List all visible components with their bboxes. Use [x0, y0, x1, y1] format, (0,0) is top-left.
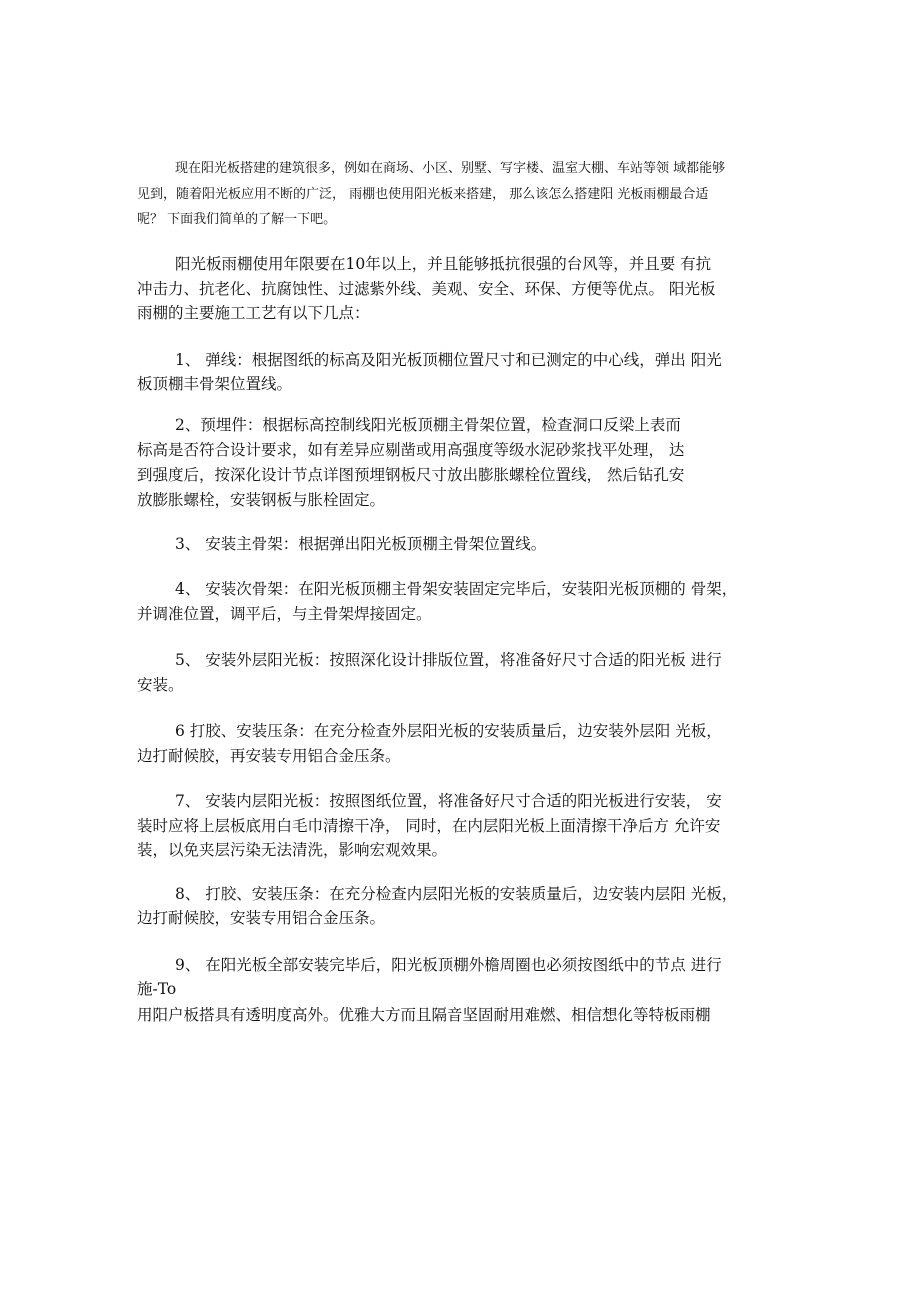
step-9-line-2: 施-To	[137, 980, 177, 998]
step-8-line-2: 边打耐候胶，安装专用铝合金压条。	[137, 909, 386, 927]
step-2-line-1: 2、预埋件：根据标高控制线阳光板顶棚主骨架位置，检查洞口反梁上表而	[175, 416, 681, 434]
intro-line-1: 现在阳光板搭建的建筑很多，例如在商场、小区、别墅、写字楼、温室大棚、车站等领 域都能够	[175, 161, 726, 176]
step-1-line-2: 板顶棚丰骨架位置线。	[137, 375, 293, 393]
overview-line-3: 雨棚的主要施工工艺有以下几点：	[137, 304, 370, 322]
step-5-line-1: 5、 安装外层阳光板：按照深化设计排版位置，将准备好尺寸合适的阳光板 进行	[175, 651, 722, 669]
step-4-line-2: 并调准位置，调平后，与主骨架焊接固定。	[137, 605, 432, 623]
intro-line-3: 呢？ 下面我们简单的了解一下吧。	[137, 212, 337, 227]
overview-line-2: 冲击力、抗老化、抗腐蚀性、过滤紫外线、美观、安全、环保、方便等优点。 阳光板	[137, 280, 716, 298]
step-2-line-2: 标高是否符合设计要求，如有差异应剔凿或用高强度等级水泥砂浆找平处理， 达	[137, 441, 685, 459]
step-2-line-3: 到强度后，按深化设计节点详图预埋钢板尺寸放出膨胀螺栓位置线， 然后钻孔安	[137, 466, 685, 484]
step-3-line-1: 3、 安装主骨架：根据弹出阳光板顶棚主骨架位置线。	[175, 535, 547, 553]
closing-line: 用阳户板搭具有透明度高外。优雅大方而且隔音坚固耐用难燃、相信想化等特板雨棚	[137, 1006, 711, 1024]
step-2-line-4: 放膨胀螺栓，安装钢板与胀栓固定。	[137, 491, 386, 509]
overview-line-1: 阳光板雨棚使用年限要在10年以上，并且能够抵抗很强的台风等，并且要 有抗	[175, 255, 712, 273]
step-7-line-3: 装，以免夹层污染无法清洗，影响宏观效果。	[137, 841, 448, 859]
step-9-line-1: 9、 在阳光板全部安装完毕后，阳光板顶棚外檐周圈也必须按图纸中的节点 进行	[175, 956, 722, 974]
intro-line-2: 见到，随着阳光板应用不断的广泛， 雨棚也使用阳光板来搭建， 那么该怎么搭建阳 光板雨棚最合适	[137, 187, 709, 202]
step-7-line-2: 装时应将上层板底用白毛巾清擦干净， 同时，在内层阳光板上面清擦干净后方 允许安	[137, 817, 721, 835]
step-4-line-1: 4、 安装次骨架：在阳光板顶棚主骨架安装固定完毕后，安装阳光板顶棚的 骨架，	[175, 580, 738, 598]
step-7-line-1: 7、 安装内层阳光板：按照图纸位置，将准备好尺寸合适的阳光板进行安装， 安	[175, 792, 722, 810]
step-6-line-2: 边打耐候胶，再安装专用铝合金压条。	[137, 747, 401, 765]
step-8-line-1: 8、 打胶、安装压条：在充分检查内层阳光板的安装质量后，边安装内层阳 光板，	[175, 885, 738, 903]
step-1-line-1: 1、 弹线：根据图纸的标高及阳光板顶棚位置尺寸和已测定的中心线，弹出 阳光	[175, 351, 722, 369]
step-6-line-1: 6 打胶、安装压条：在充分检查外层阳光板的安装质量后，边安装外层阳 光板，	[175, 722, 722, 740]
step-5-line-2: 安装。	[137, 676, 184, 694]
